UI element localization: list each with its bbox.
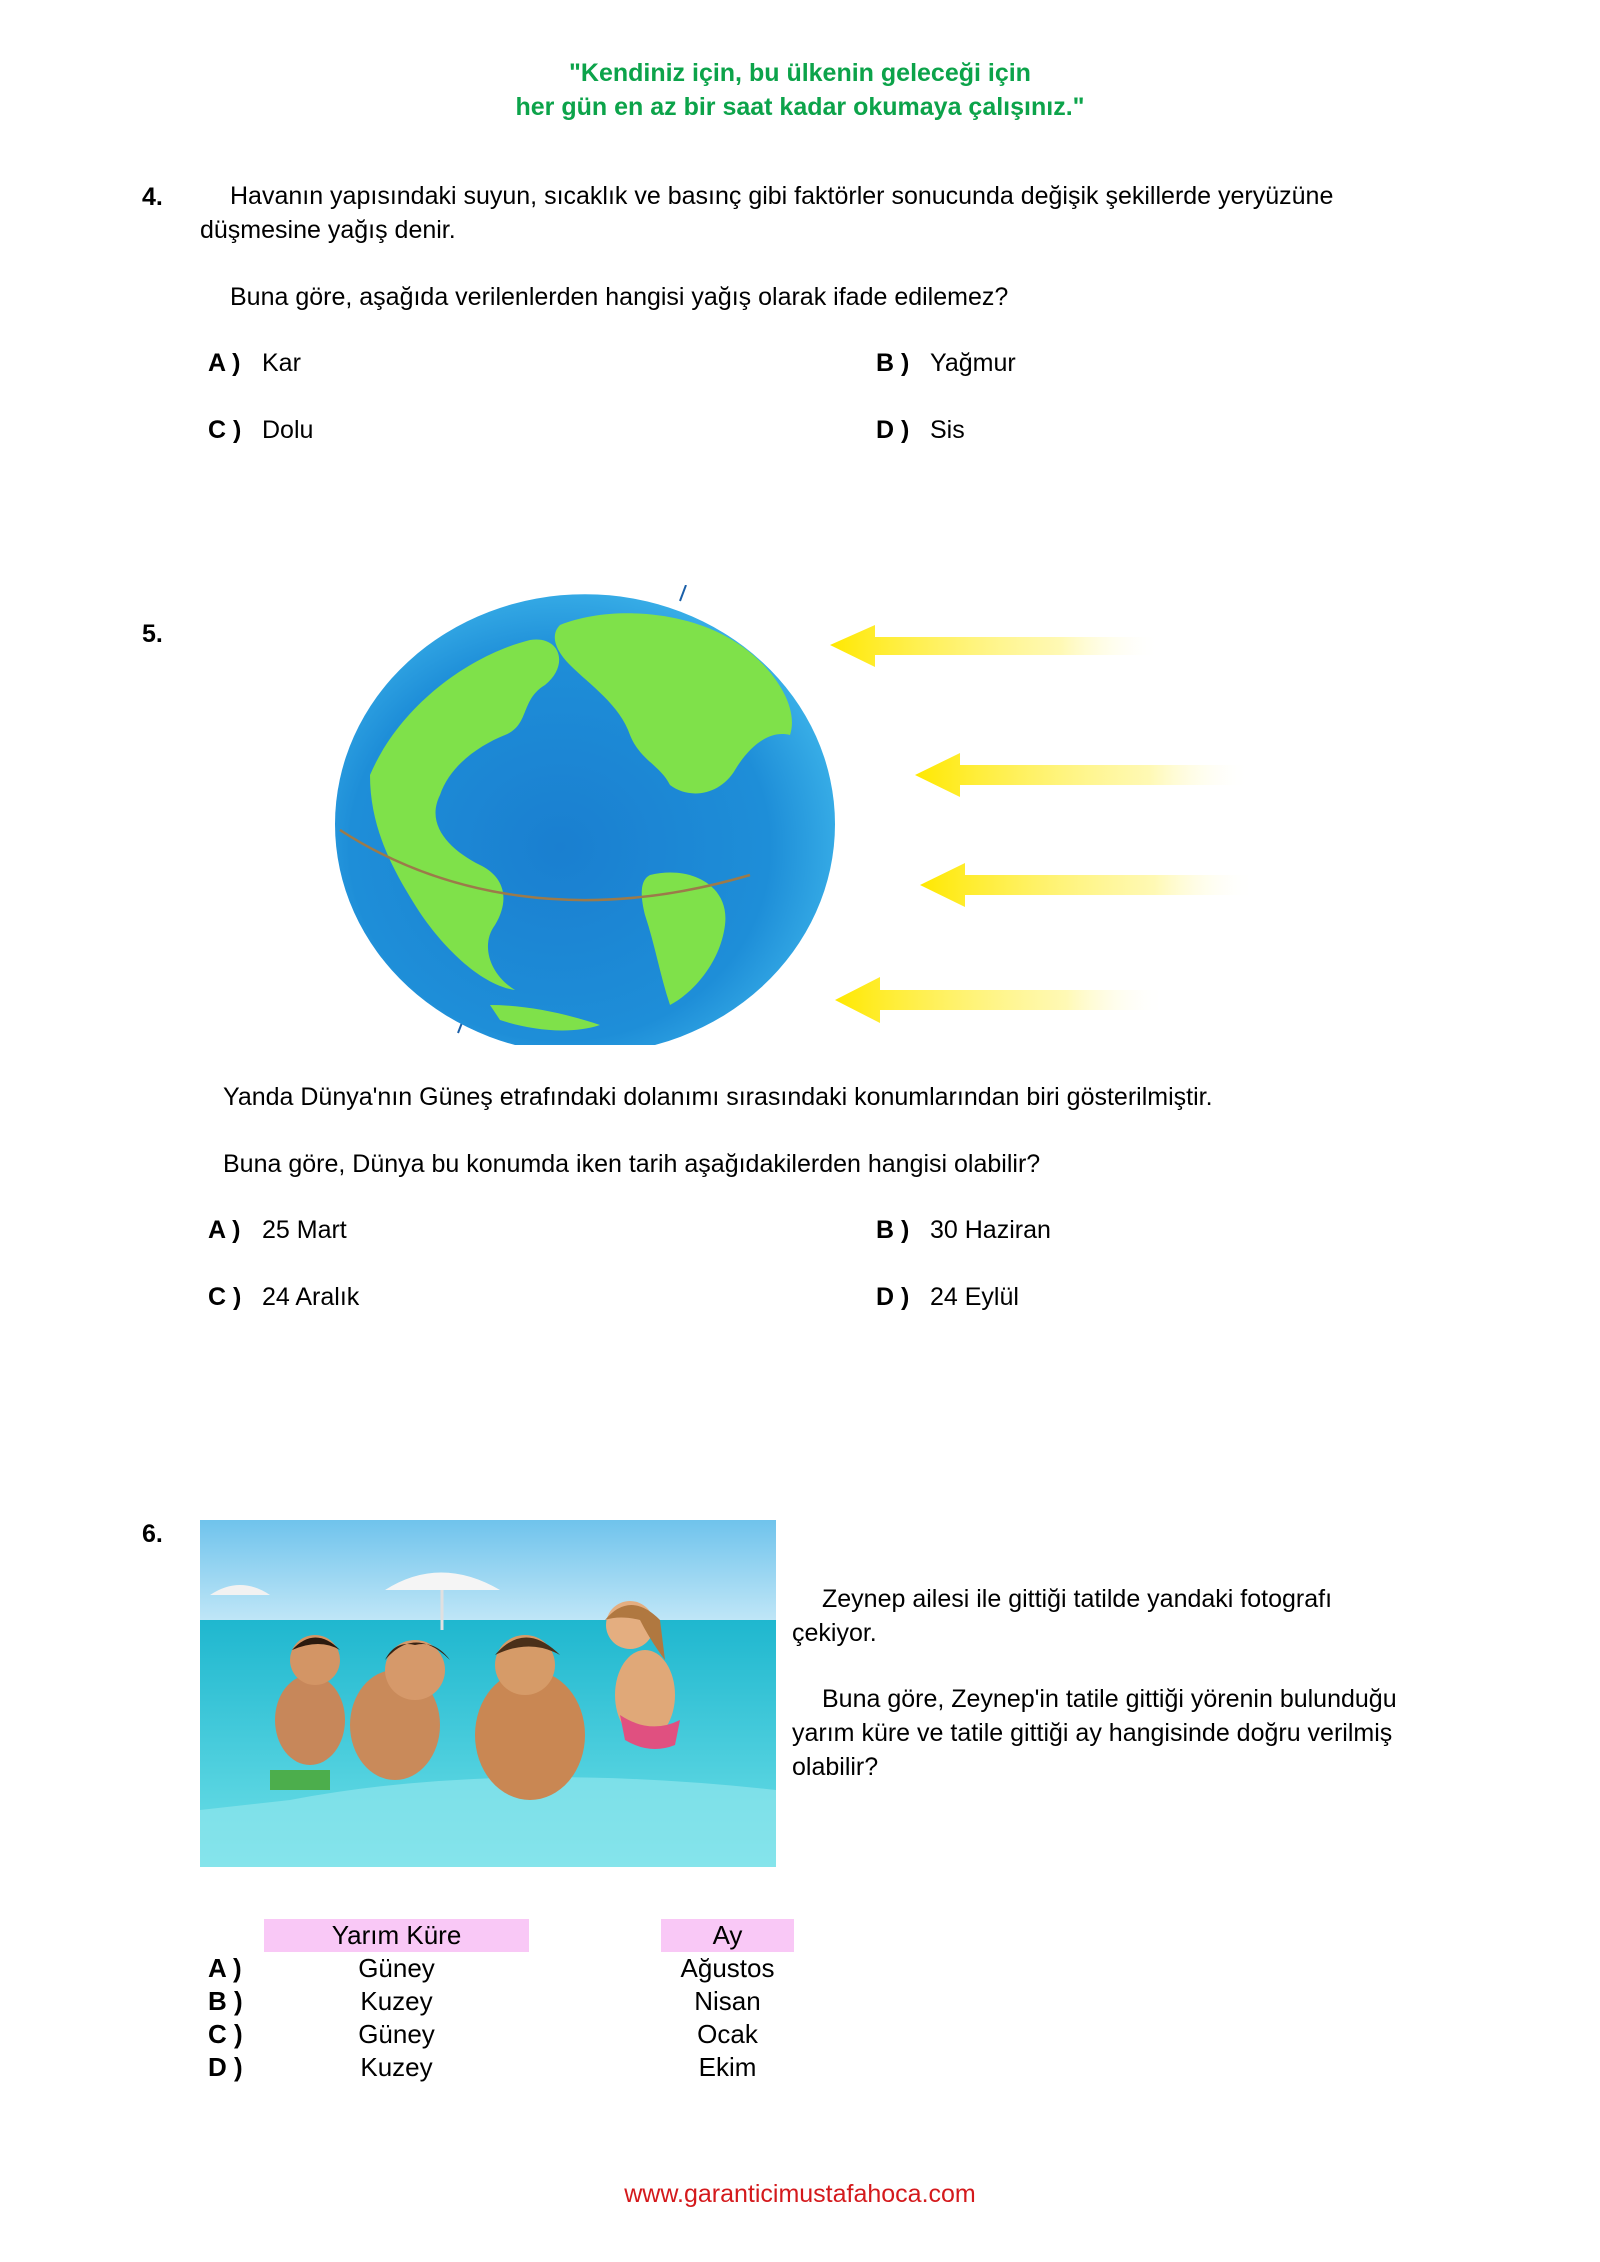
question-6-number: 6. [142, 1520, 163, 1548]
option-letter: D ) [876, 416, 910, 444]
row-month: Nisan [694, 1986, 761, 2016]
question-6-prompt-line-3: olabilir? [792, 1753, 879, 1781]
q4-option-d[interactable] [876, 416, 965, 445]
q5-option-c[interactable] [208, 1283, 359, 1312]
footer-url-text[interactable]: www.garanticimustafahoca.com [624, 2180, 976, 2208]
option-letter: C ) [208, 416, 242, 444]
question-6-prompt-line-1: Buna göre, Zeynep'in tatile gittiği yörenin bulunduğu [822, 1685, 1397, 1713]
question-5-stem: Yanda Dünya'nın Güneş etrafındaki dolanımı sırasındaki konumlarından biri gösterilmiştir. [223, 1083, 1213, 1111]
q5-option-a[interactable] [208, 1216, 347, 1245]
answer-row-d[interactable] [208, 2051, 794, 2084]
row-hemisphere: Kuzey [360, 1986, 433, 2016]
option-text: 24 Aralık [262, 1283, 360, 1311]
q4-option-c[interactable] [208, 416, 313, 445]
question-5-number: 5. [142, 620, 163, 648]
answer-row-b[interactable] [208, 1985, 794, 2018]
question-4-stem-line-2: düşmesine yağış denir. [200, 216, 456, 244]
q5-option-b[interactable] [876, 1216, 1051, 1245]
row-month: Ağustos [680, 1953, 775, 1983]
q4-option-b[interactable] [876, 349, 1016, 378]
q5-option-d[interactable] [876, 1283, 1019, 1312]
question-6-stem [792, 1582, 1332, 1650]
column-header-hemisphere: Yarım Küre [264, 1919, 529, 1952]
family-pool-photo [200, 1520, 776, 1867]
quote-line-1: "Kendiniz için, bu ülkenin geleceği için [569, 59, 1031, 87]
question-6-stem-line-1: Zeynep ailesi ile gittiği tatilde yandaki fotografı [822, 1585, 1333, 1613]
header-quote [0, 56, 1600, 124]
row-letter: C ) [208, 2019, 243, 2049]
column-header-month: Ay [661, 1919, 794, 1952]
row-hemisphere: Güney [358, 1953, 435, 1983]
option-text: 30 Haziran [930, 1216, 1051, 1244]
option-text: Kar [262, 349, 301, 377]
option-text: Dolu [262, 416, 314, 444]
answer-table [208, 1919, 794, 2084]
answer-table-header [208, 1919, 794, 1952]
option-letter: B ) [876, 349, 910, 377]
question-5-prompt: Buna göre, Dünya bu konumda iken tarih aşağıdakilerden hangisi olabilir? [223, 1150, 1041, 1178]
question-6-stem-line-2: çekiyor. [792, 1619, 877, 1647]
option-text: Sis [930, 416, 965, 444]
row-hemisphere: Kuzey [360, 2052, 433, 2082]
row-letter: B ) [208, 1986, 243, 2016]
sun-rays [830, 625, 1255, 1023]
row-month: Ekim [698, 2052, 757, 2082]
question-4-prompt: Buna göre, aşağıda verilenlerden hangisi yağış olarak ifade edilemez? [230, 283, 1009, 311]
question-4-stem-line-1: Havanın yapısındaki suyun, sıcaklık ve basınç gibi faktörler sonucunda değişik şekillerde yeryüzüne [230, 182, 1334, 210]
question-4-number: 4. [142, 183, 163, 211]
row-letter: D ) [208, 2052, 243, 2082]
row-month: Ocak [697, 2019, 758, 2049]
question-6-prompt-line-2: yarım küre ve tatile gittiği ay hangisinde doğru verilmiş [792, 1719, 1393, 1747]
option-letter: D ) [876, 1283, 910, 1311]
earth-sun-rays-illustration [330, 585, 1280, 1045]
answer-row-a[interactable] [208, 1952, 794, 1985]
option-text: Yağmur [930, 349, 1016, 377]
option-letter: A ) [208, 1216, 241, 1244]
option-text: 24 Eylül [930, 1283, 1019, 1311]
option-letter: A ) [208, 349, 241, 377]
option-letter: C ) [208, 1283, 242, 1311]
option-letter: B ) [876, 1216, 910, 1244]
q4-option-a[interactable] [208, 349, 301, 378]
footer-url[interactable] [0, 2180, 1600, 2209]
earth-globe [335, 585, 835, 1045]
quote-line-2: her gün en az bir saat kadar okumaya çalışınız." [515, 93, 1085, 121]
row-hemisphere: Güney [358, 2019, 435, 2049]
row-letter: A ) [208, 1953, 242, 1983]
answer-row-c[interactable] [208, 2018, 794, 2051]
option-text: 25 Mart [262, 1216, 347, 1244]
question-6-prompt [792, 1682, 1397, 1784]
